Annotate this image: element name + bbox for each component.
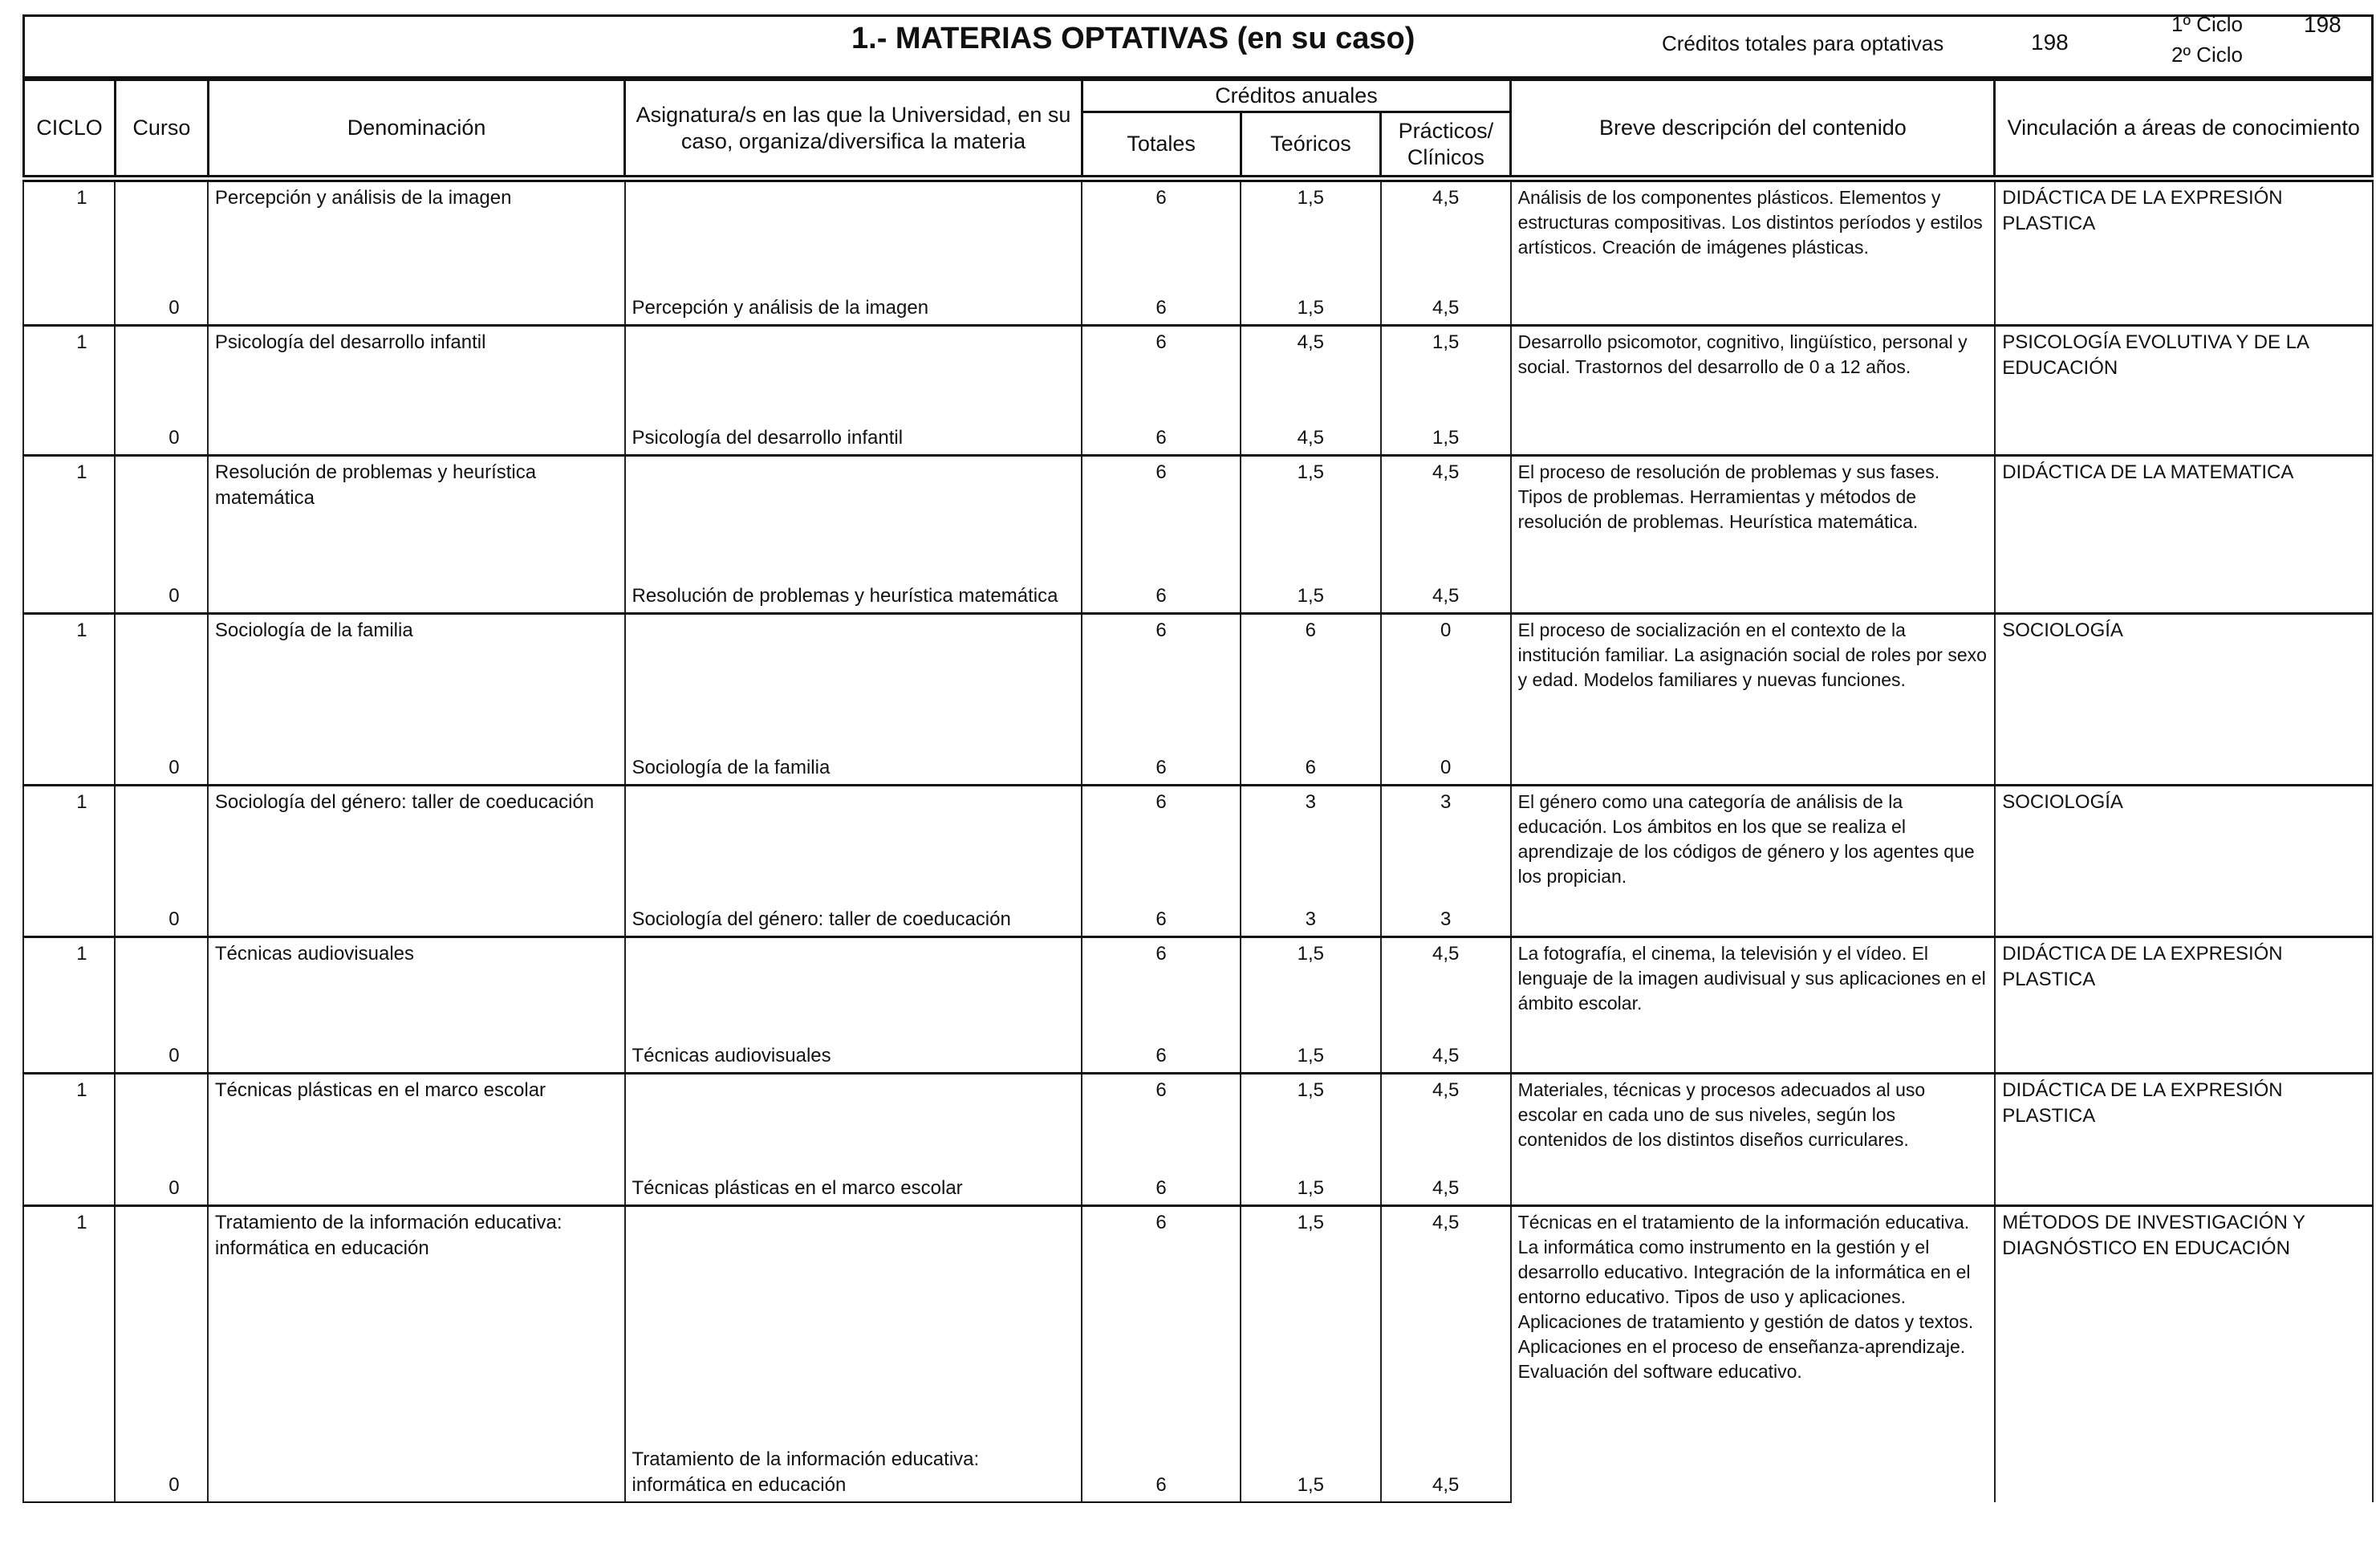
curso-cell-empty bbox=[115, 1206, 208, 1444]
denominacion-cell-empty bbox=[208, 752, 625, 786]
ciclo-cell-empty bbox=[23, 422, 115, 456]
practicos-cell: 4,5 bbox=[1381, 455, 1511, 580]
area-cell: PSICOLOGÍA EVOLUTIVA Y DE LA EDUCACIÓN bbox=[1995, 326, 2373, 456]
asig-totales-cell: 6 bbox=[1082, 290, 1241, 326]
asig-practicos-cell: 4,5 bbox=[1381, 580, 1511, 614]
ciclo-cell: 1 bbox=[23, 181, 115, 290]
asig-practicos-cell: 1,5 bbox=[1381, 422, 1511, 456]
asig-totales-cell: 6 bbox=[1082, 752, 1241, 786]
asig-totales-cell: 6 bbox=[1082, 904, 1241, 937]
col-descripcion: Breve descripción del contenido bbox=[1511, 80, 1995, 177]
area-cell: DIDÁCTICA DE LA MATEMATICA bbox=[1995, 455, 2373, 614]
asignatura-cell: Sociología de la familia bbox=[625, 752, 1082, 786]
descripcion-cell: La fotografía, el cinema, la televisión y el vídeo. El lenguaje de la imagen audivisual y sus aplicaciones en el ámbito escolar. bbox=[1511, 937, 1996, 1074]
ciclo1-label: 1º Ciclo bbox=[2171, 12, 2243, 36]
ciclo-cell-empty bbox=[23, 904, 115, 937]
descripcion-cell: Técnicas en el tratamiento de la información educativa. La informática como instrumento en la gestión y el desarrollo educativo. Integración de la informática en el entorno educativo. Tipos de uso y aplicaciones. Aplicaciones de tratamiento y gestión de datos y textos. Aplicaciones en el proceso de enseñanza-aprendizaje. Evaluación del software educativo. bbox=[1511, 1206, 1996, 1502]
ciclo-cell: 1 bbox=[23, 1073, 115, 1172]
asig-teoricos-cell: 1,5 bbox=[1241, 1172, 1381, 1206]
table-row bbox=[23, 455, 2373, 580]
descripcion-cell: Materiales, técnicas y procesos adecuados al uso escolar en cada uno de sus niveles, según los contenidos de los distintos diseños curriculares. bbox=[1511, 1073, 1996, 1206]
descripcion-cell: Análisis de los componentes plásticos. Elementos y estructuras compositivas. Los distintos períodos y estilos artísticos. Creación de imágenes plásticas. bbox=[1511, 181, 1996, 326]
ciclo-cell: 1 bbox=[23, 455, 115, 580]
area-cell: SOCIOLOGÍA bbox=[1995, 785, 2373, 937]
ciclo-cell: 1 bbox=[23, 614, 115, 752]
denominacion-cell: Percepción y análisis de la imagen bbox=[208, 181, 625, 290]
asignatura-cell: Tratamiento de la información educativa: informática en educación bbox=[625, 1444, 1082, 1502]
asignatura-cell: Técnicas audiovisuales bbox=[625, 1040, 1082, 1074]
asig-practicos-cell: 0 bbox=[1381, 752, 1511, 786]
denominacion-cell: Resolución de problemas y heurística matemática bbox=[208, 455, 625, 580]
col-practicos: Prácticos/ Clínicos bbox=[1381, 112, 1511, 177]
denominacion-cell-empty bbox=[208, 580, 625, 614]
asignatura-cell-empty bbox=[625, 785, 1082, 904]
teoricos-cell: 3 bbox=[1241, 785, 1381, 904]
curso-cell-empty bbox=[115, 1073, 208, 1172]
col-teoricos: Teóricos bbox=[1241, 112, 1381, 177]
asig-totales-cell: 6 bbox=[1082, 1444, 1241, 1502]
ciclo-cell-empty bbox=[23, 1040, 115, 1074]
denominacion-cell-empty bbox=[208, 1040, 625, 1074]
area-cell: DIDÁCTICA DE LA EXPRESIÓN PLASTICA bbox=[1995, 1073, 2373, 1206]
page-title: 1.- MATERIAS OPTATIVAS (en su caso) bbox=[851, 22, 1415, 55]
totales-cell: 6 bbox=[1082, 937, 1241, 1040]
area-cell: DIDÁCTICA DE LA EXPRESIÓN PLASTICA bbox=[1995, 181, 2373, 326]
table-row bbox=[23, 326, 2373, 422]
asig-teoricos-cell: 1,5 bbox=[1241, 580, 1381, 614]
totales-cell: 6 bbox=[1082, 181, 1241, 290]
totales-cell: 6 bbox=[1082, 614, 1241, 752]
asig-practicos-cell: 4,5 bbox=[1381, 1172, 1511, 1206]
curso-cell-empty bbox=[115, 181, 208, 290]
ciclo-cell-empty bbox=[23, 752, 115, 786]
denominacion-cell: Psicología del desarrollo infantil bbox=[208, 326, 625, 422]
asig-teoricos-cell: 3 bbox=[1241, 904, 1381, 937]
denominacion-cell-empty bbox=[208, 422, 625, 456]
curso-cell-empty bbox=[115, 326, 208, 422]
ciclo2-label: 2º Ciclo bbox=[2171, 43, 2243, 67]
teoricos-cell: 1,5 bbox=[1241, 1073, 1381, 1172]
curso-cell: 0 bbox=[115, 904, 208, 937]
area-cell: SOCIOLOGÍA bbox=[1995, 614, 2373, 786]
curso-cell: 0 bbox=[115, 1040, 208, 1074]
denominacion-cell-empty bbox=[208, 290, 625, 326]
ciclo-cell: 1 bbox=[23, 937, 115, 1040]
curso-cell-empty bbox=[115, 614, 208, 752]
creditos-label: Créditos totales para optativas bbox=[1662, 31, 1944, 55]
teoricos-cell: 1,5 bbox=[1241, 937, 1381, 1040]
ciclo-cell: 1 bbox=[23, 326, 115, 422]
ciclo-cell-empty bbox=[23, 580, 115, 614]
denominacion-cell-empty bbox=[208, 904, 625, 937]
totales-cell: 6 bbox=[1082, 785, 1241, 904]
curso-cell: 0 bbox=[115, 1444, 208, 1502]
asignatura-cell-empty bbox=[625, 455, 1082, 580]
asignatura-cell-empty bbox=[625, 181, 1082, 290]
asignatura-cell: Sociología del género: taller de coeducación bbox=[625, 904, 1082, 937]
asig-teoricos-cell: 6 bbox=[1241, 752, 1381, 786]
practicos-cell: 4,5 bbox=[1381, 937, 1511, 1040]
denominacion-cell: Sociología del género: taller de coeducación bbox=[208, 785, 625, 904]
ciclo-cell-empty bbox=[23, 290, 115, 326]
practicos-cell: 4,5 bbox=[1381, 181, 1511, 290]
denominacion-cell: Técnicas audiovisuales bbox=[208, 937, 625, 1040]
document-page bbox=[22, 14, 2374, 1543]
asig-totales-cell: 6 bbox=[1082, 422, 1241, 456]
curso-cell: 0 bbox=[115, 290, 208, 326]
col-curso: Curso bbox=[115, 80, 208, 177]
asig-totales-cell: 6 bbox=[1082, 1172, 1241, 1206]
descripcion-cell: El género como una categoría de análisis de la educación. Los ámbitos en los que se realiza el aprendizaje de los códigos de género y los agentes que los propician. bbox=[1511, 785, 1996, 937]
area-cell: MÉTODOS DE INVESTIGACIÓN Y DIAGNÓSTICO EN EDUCACIÓN bbox=[1995, 1206, 2373, 1502]
teoricos-cell: 1,5 bbox=[1241, 455, 1381, 580]
asignatura-cell-empty bbox=[625, 326, 1082, 422]
totales-cell: 6 bbox=[1082, 455, 1241, 580]
table-row bbox=[23, 1206, 2373, 1444]
col-totales: Totales bbox=[1082, 112, 1241, 177]
asig-practicos-cell: 4,5 bbox=[1381, 290, 1511, 326]
asig-teoricos-cell: 1,5 bbox=[1241, 1444, 1381, 1502]
col-denominacion: Denominación bbox=[208, 80, 624, 177]
asig-practicos-cell: 4,5 bbox=[1381, 1040, 1511, 1074]
ciclo-cell: 1 bbox=[23, 785, 115, 904]
practicos-cell: 0 bbox=[1381, 614, 1511, 752]
denominacion-cell: Tratamiento de la información educativa: informática en educación bbox=[208, 1206, 625, 1444]
asignatura-cell-empty bbox=[625, 614, 1082, 752]
denominacion-cell: Técnicas plásticas en el marco escolar bbox=[208, 1073, 625, 1172]
table-row bbox=[23, 1073, 2373, 1172]
denominacion-cell: Sociología de la familia bbox=[208, 614, 625, 752]
asig-totales-cell: 6 bbox=[1082, 580, 1241, 614]
asignatura-cell-empty bbox=[625, 1073, 1082, 1172]
descripcion-cell: Desarrollo psicomotor, cognitivo, lingüístico, personal y social. Trastornos del desarrollo de 0 a 12 años. bbox=[1511, 326, 1996, 456]
curso-cell-empty bbox=[115, 455, 208, 580]
teoricos-cell: 4,5 bbox=[1241, 326, 1381, 422]
practicos-cell: 4,5 bbox=[1381, 1206, 1511, 1444]
table-row bbox=[23, 181, 2373, 290]
totales-cell: 6 bbox=[1082, 326, 1241, 422]
denominacion-cell-empty bbox=[208, 1172, 625, 1206]
title-bar bbox=[22, 14, 2374, 79]
asig-teoricos-cell: 4,5 bbox=[1241, 422, 1381, 456]
asignatura-cell-empty bbox=[625, 1206, 1082, 1444]
column-header-table bbox=[22, 79, 2374, 177]
descripcion-cell: El proceso de socialización en el contexto de la institución familiar. La asignación social de roles por sexo y edad. Modelos familiares y nuevas funciones. bbox=[1511, 614, 1996, 786]
asig-practicos-cell: 3 bbox=[1381, 904, 1511, 937]
asignatura-cell: Resolución de problemas y heurística matemática bbox=[625, 580, 1082, 614]
area-cell: DIDÁCTICA DE LA EXPRESIÓN PLASTICA bbox=[1995, 937, 2373, 1074]
asignatura-cell: Psicología del desarrollo infantil bbox=[625, 422, 1082, 456]
asignatura-cell: Percepción y análisis de la imagen bbox=[625, 290, 1082, 326]
practicos-cell: 4,5 bbox=[1381, 1073, 1511, 1172]
curso-cell: 0 bbox=[115, 580, 208, 614]
teoricos-cell: 1,5 bbox=[1241, 1206, 1381, 1444]
curso-cell: 0 bbox=[115, 1172, 208, 1206]
table-row bbox=[23, 785, 2373, 904]
asignatura-cell-empty bbox=[625, 937, 1082, 1040]
asig-teoricos-cell: 1,5 bbox=[1241, 1040, 1381, 1074]
totales-cell: 6 bbox=[1082, 1073, 1241, 1172]
asig-totales-cell: 6 bbox=[1082, 1040, 1241, 1074]
asig-practicos-cell: 4,5 bbox=[1381, 1444, 1511, 1502]
creditos-total: 198 bbox=[2031, 30, 2069, 55]
ciclo-cell-empty bbox=[23, 1444, 115, 1502]
curso-cell: 0 bbox=[115, 752, 208, 786]
asig-teoricos-cell: 1,5 bbox=[1241, 290, 1381, 326]
asignatura-cell: Técnicas plásticas en el marco escolar bbox=[625, 1172, 1082, 1206]
curso-cell-empty bbox=[115, 937, 208, 1040]
descripcion-cell: El proceso de resolución de problemas y sus fases. Tipos de problemas. Herramientas y métodos de resolución de problemas. Heurística matemática. bbox=[1511, 455, 1996, 614]
table-row bbox=[23, 614, 2373, 752]
col-asignaturas: Asignatura/s en las que la Universidad, en su caso, organiza/diversifica la materia bbox=[625, 80, 1082, 177]
practicos-cell: 3 bbox=[1381, 785, 1511, 904]
ciclo-cell-empty bbox=[23, 1172, 115, 1206]
practicos-cell: 1,5 bbox=[1381, 326, 1511, 422]
teoricos-cell: 1,5 bbox=[1241, 181, 1381, 290]
col-ciclo: CICLO bbox=[24, 80, 116, 177]
curso-cell: 0 bbox=[115, 422, 208, 456]
denominacion-cell-empty bbox=[208, 1444, 625, 1502]
totales-cell: 6 bbox=[1082, 1206, 1241, 1444]
table-row bbox=[23, 937, 2373, 1040]
col-creditos-anuales: Créditos anuales bbox=[1082, 80, 1511, 112]
ciclo-cell: 1 bbox=[23, 1206, 115, 1444]
teoricos-cell: 6 bbox=[1241, 614, 1381, 752]
col-vinculacion: Vinculación a áreas de conocimiento bbox=[1995, 80, 2373, 177]
ciclo1-value: 198 bbox=[2304, 12, 2341, 37]
materias-table bbox=[22, 180, 2374, 1503]
curso-cell-empty bbox=[115, 785, 208, 904]
